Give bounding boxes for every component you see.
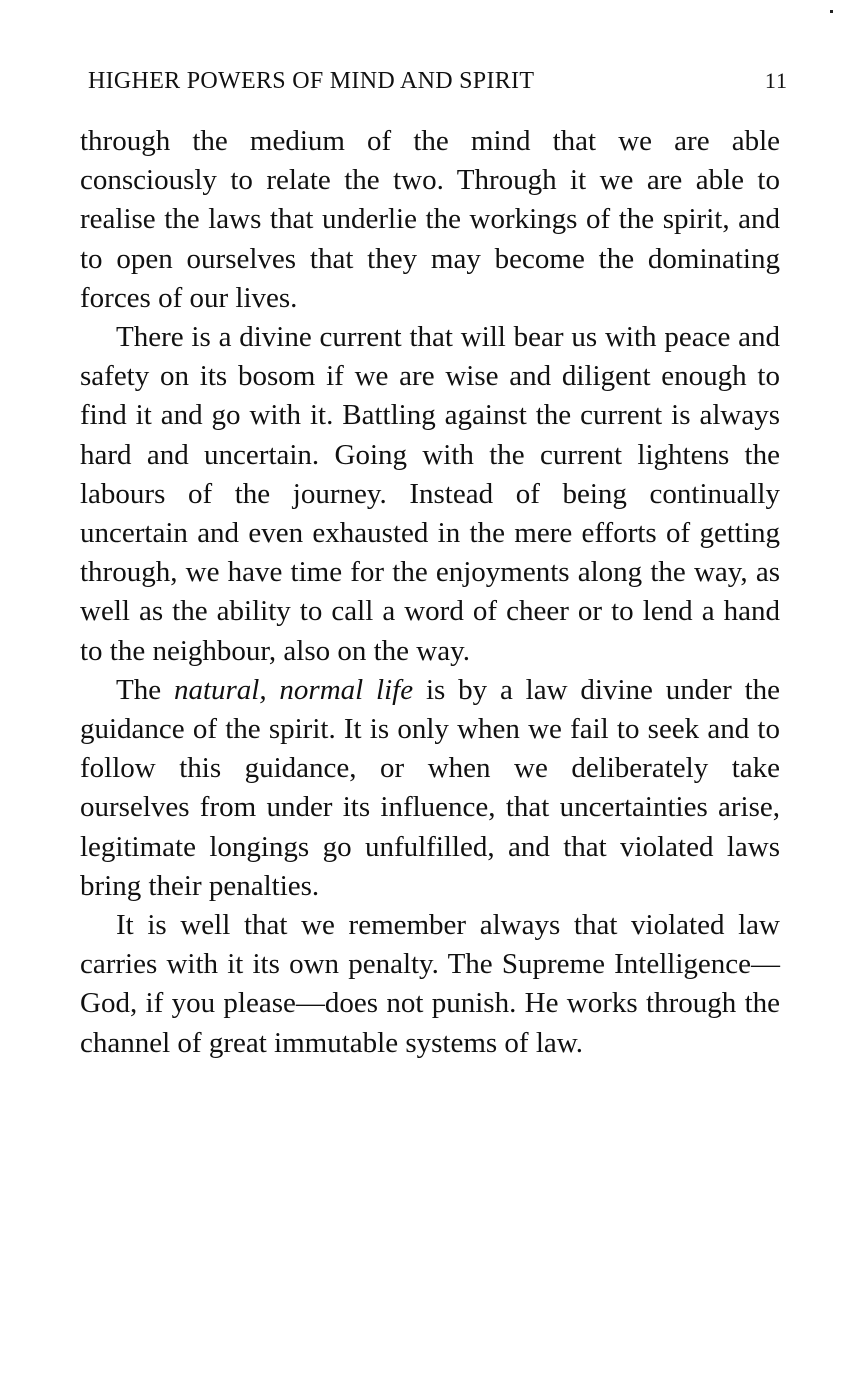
body-text	[80, 122, 780, 1063]
scan-speck	[830, 10, 833, 13]
paragraph-3-lead: The	[116, 673, 174, 706]
running-header	[88, 68, 788, 95]
paragraph-4: It is well that we remember always that violated law carries with it its own penalty. The Supreme Intelligence—God, if you please—does not punish. He works through the channel of great immutable systems of law.	[80, 909, 780, 1059]
page-number: 11	[764, 68, 788, 93]
paragraph-1: through the medium of the mind that we are able consciously to relate the two. Through it we are able to realise the laws that underlie the workings of the spirit, and to open ourselves that they may become the dominating forces of our lives.	[80, 125, 780, 314]
running-title: HIGHER POWERS OF MIND AND SPIRIT	[88, 68, 535, 94]
paragraph-3-emphasis: natural, normal life	[173, 673, 414, 706]
paragraph-3	[80, 671, 780, 906]
paragraph-3-rest: is by a law divine under the guidance of the spirit. It is only when we fail to seek and to follow this guidance, or when we deliberately take ourselves from under its influence, that uncertainties arise, legitimate longings go unfulfilled, and that violated laws bring their penalties.	[80, 673, 781, 902]
paragraph-2: There is a divine current that will bear us with peace and safety on its bosom if we are wise and diligent enough to find it and go with it. Battling against the current is always hard and uncertain. Going with the current lightens the labours of the journey. Instead of being continually uncertain and even exhausted in the mere efforts of getting through, we have time for the enjoyments along the way, as well as the ability to call a word of cheer or to lend a hand to the neighbour, also on the way.	[80, 321, 780, 667]
